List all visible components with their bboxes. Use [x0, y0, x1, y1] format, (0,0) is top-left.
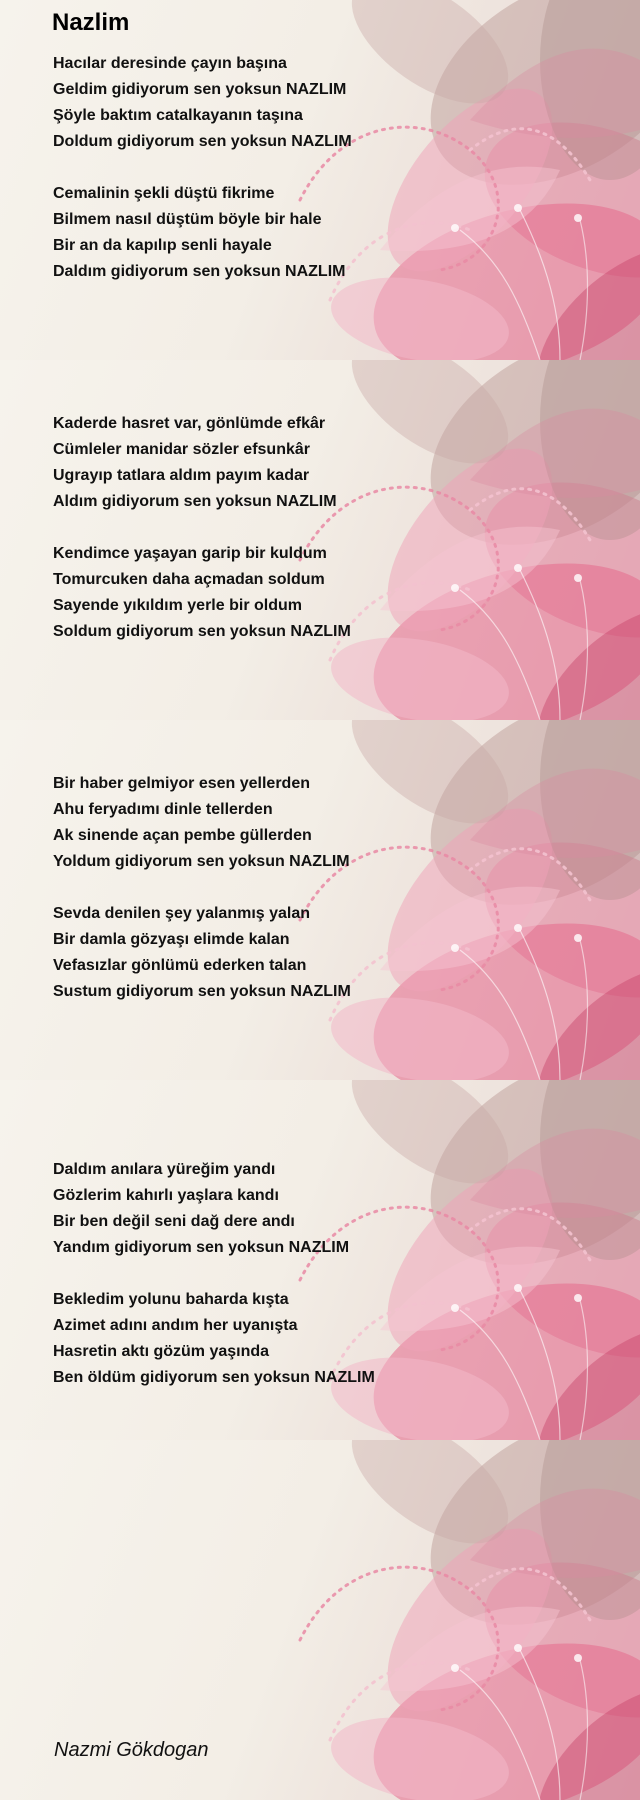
poem-line: Soldum gidiyorum sen yoksun NAZLIM: [53, 623, 351, 640]
poem-line: Ben öldüm gidiyorum sen yoksun NAZLIM: [53, 1369, 375, 1386]
poem-line: Daldım gidiyorum sen yoksun NAZLIM: [53, 263, 346, 280]
poem-panel-1: [0, 0, 640, 360]
stanza-8: [53, 1287, 375, 1391]
poem-line: Vefasızlar gönlümü ederken talan: [53, 957, 307, 974]
poem-line: Şöyle baktım catalkayanın taşına: [53, 107, 303, 124]
poem-line: Aldım gidiyorum sen yoksun NAZLIM: [53, 493, 337, 510]
poem-line: Cümleler manidar sözler efsunkâr: [53, 441, 310, 458]
poem-line: Bilmem nasıl düştüm böyle bir hale: [53, 211, 322, 228]
poem-line: Bekledim yolunu baharda kışta: [53, 1291, 289, 1308]
stanza-2: [53, 181, 345, 285]
poem-line: Sayende yıkıldım yerle bir oldum: [53, 597, 302, 614]
stanza-3: [53, 411, 337, 515]
poem-line: Yoldum gidiyorum sen yoksun NAZLIM: [53, 853, 350, 870]
poem-line: Hasretin aktı gözüm yaşında: [53, 1343, 270, 1360]
poem-panel-3: [0, 720, 640, 1080]
poem-line: Sevda denilen şey yalanmış yalan: [53, 905, 311, 922]
poem-line: Geldim gidiyorum sen yoksun NAZLIM: [53, 81, 347, 98]
poem-line: Bir damla gözyaşı elimde kalan: [53, 931, 290, 948]
poem-title: Nazlim: [52, 9, 130, 36]
poem-line: Kaderde hasret var, gönlümde efkâr: [53, 415, 326, 432]
poem-line: Tomurcuken daha açmadan soldum: [53, 571, 325, 588]
stanza-4: [53, 541, 351, 645]
poem-author: Nazmi Gökdogan: [54, 1739, 209, 1761]
poem-line: Yandım gidiyorum sen yoksun NAZLIM: [53, 1239, 350, 1256]
poem-line: Doldum gidiyorum sen yoksun NAZLIM: [53, 133, 352, 150]
stanza-7: [53, 1157, 349, 1261]
poem-line: Bir an da kapılıp senli hayale: [53, 237, 272, 254]
poem-line: Bir haber gelmiyor esen yellerden: [53, 775, 310, 792]
poem-line: Hacılar deresinde çayın başına: [53, 55, 287, 72]
poem-line: Azimet adını andım her uyanışta: [53, 1317, 298, 1334]
poem-line: Sustum gidiyorum sen yoksun NAZLIM: [53, 983, 351, 1000]
stanza-1: [53, 51, 352, 155]
poem-panel-2: [0, 360, 640, 720]
stanza-6: [53, 901, 351, 1005]
poem-line: Bir ben değil seni dağ dere andı: [53, 1213, 295, 1230]
poem-panel-4: [0, 1080, 640, 1440]
poem-line: Ugrayıp tatlara aldım payım kadar: [53, 467, 310, 484]
poem-line: Kendimce yaşayan garip bir kuldum: [53, 545, 327, 562]
poem-line: Gözlerim kahırlı yaşlara kandı: [53, 1187, 279, 1204]
poem-line: Ahu feryadımı dinle tellerden: [53, 801, 273, 818]
poem-line: Daldım anılara yüreğim yandı: [53, 1161, 276, 1178]
poem-line: Cemalinin şekli düştü fikrime: [53, 185, 275, 202]
stanza-5: [53, 771, 350, 875]
poem-line: Ak sinende açan pembe güllerden: [53, 827, 312, 844]
